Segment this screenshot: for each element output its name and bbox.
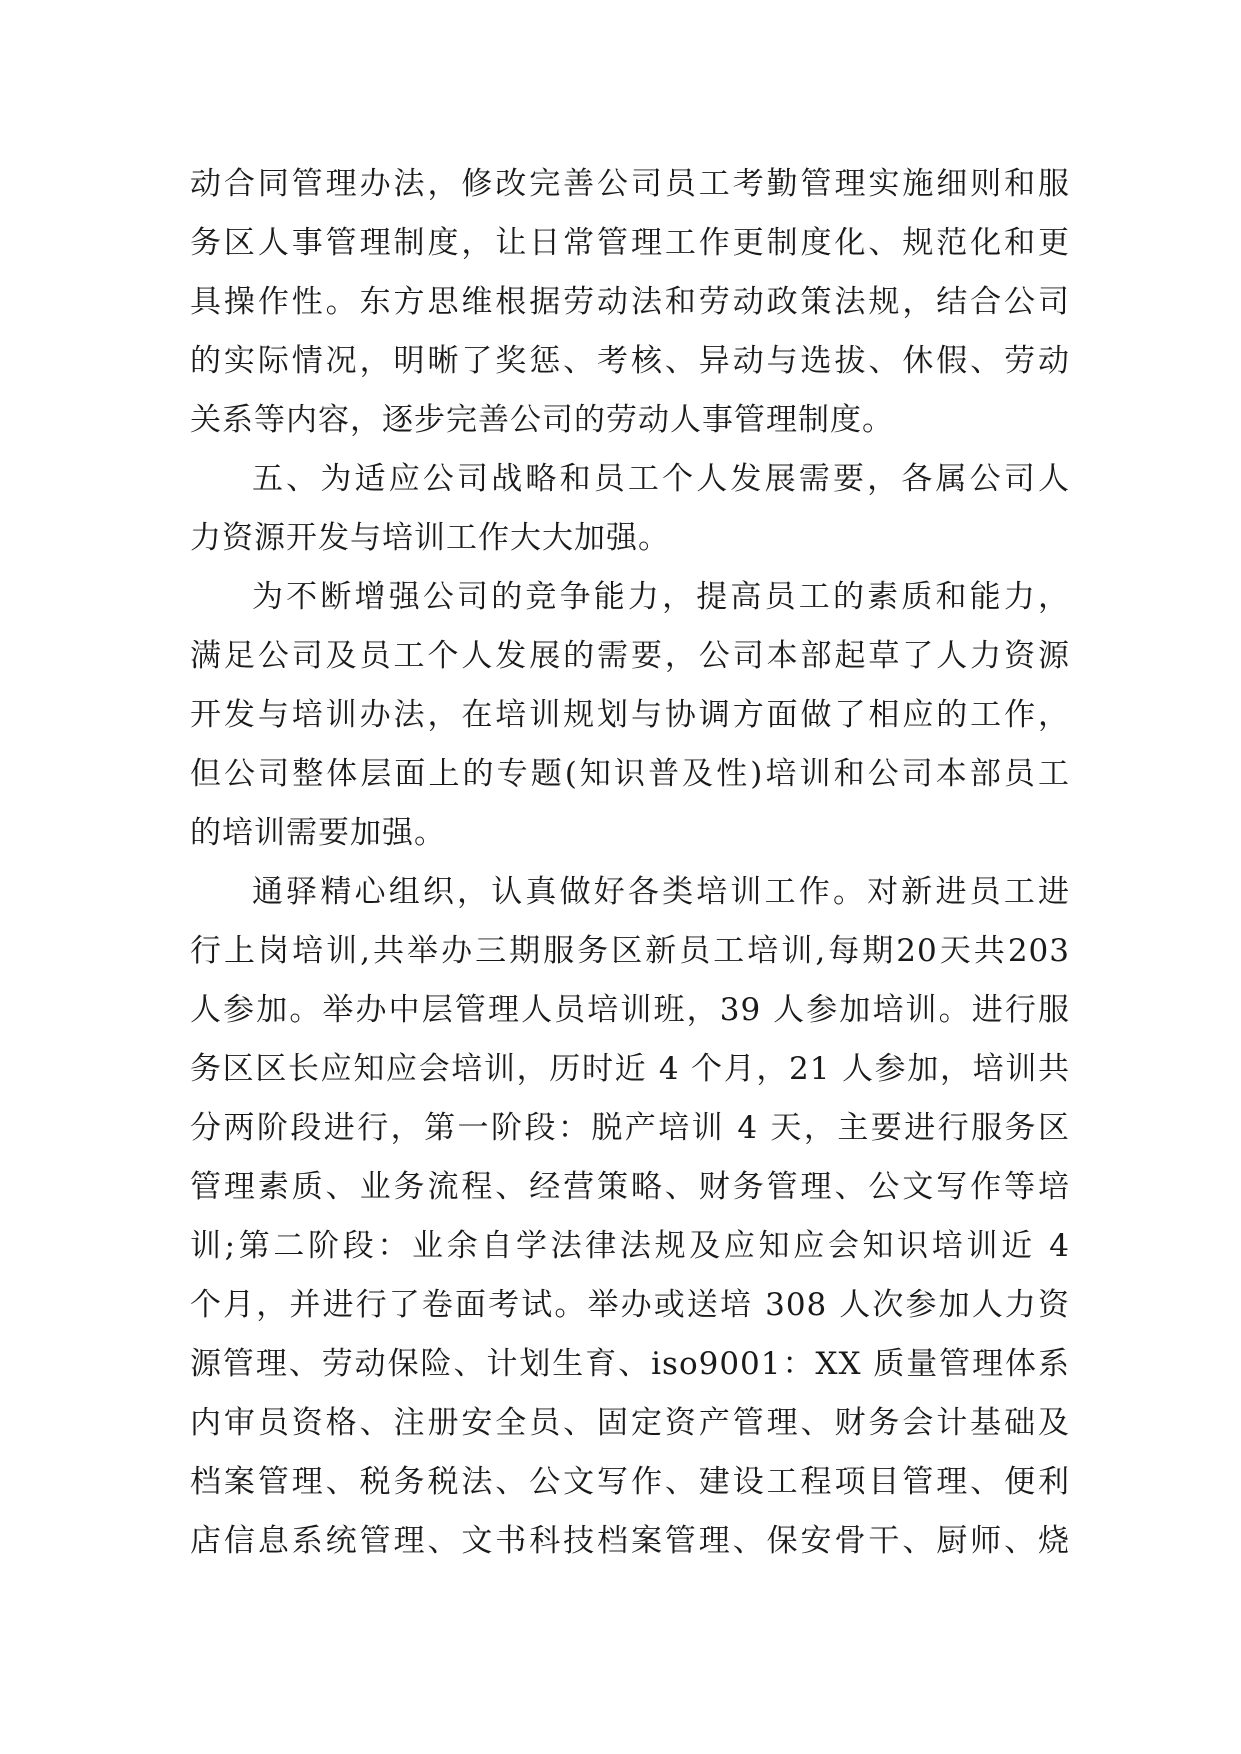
text-line: 动合同管理办法，修改完善公司员工考勤管理实施细则和服 xyxy=(190,166,1070,202)
text-line: 为不断增强公司的竞争能力，提高员工的素质和能力， xyxy=(252,579,1070,615)
text-line: 档案管理、税务税法、公文写作、建设工程项目管理、便利 xyxy=(190,1464,1070,1500)
text-line: 务区区长应知应会培训，历时近 4 个月，21 人参加，培训共 xyxy=(190,1051,1070,1087)
text-line: 通驿精心组织，认真做好各类培训工作。对新进员工进 xyxy=(252,874,1070,910)
text-line: 训;第二阶段：业余自学法律法规及应知应会知识培训近 4 xyxy=(190,1228,1070,1264)
text-line: 关系等内容，逐步完善公司的劳动人事管理制度。 xyxy=(190,402,894,438)
text-line: 个月，并进行了卷面考试。举办或送培 308 人次参加人力资 xyxy=(190,1287,1070,1323)
text-line: 内审员资格、注册安全员、固定资产管理、财务会计基础及 xyxy=(190,1405,1070,1441)
text-line: 的实际情况，明晰了奖惩、考核、异动与选拔、休假、劳动 xyxy=(190,343,1070,379)
text-line: 力资源开发与培训工作大大加强。 xyxy=(190,520,670,556)
text-line: 但公司整体层面上的专题(知识普及性)培训和公司本部员工 xyxy=(190,756,1070,792)
text-line: 管理素质、业务流程、经营策略、财务管理、公文写作等培 xyxy=(190,1169,1070,1205)
text-line: 满足公司及员工个人发展的需要，公司本部起草了人力资源 xyxy=(190,638,1070,674)
text-line: 的培训需要加强。 xyxy=(190,815,446,851)
text-line: 店信息系统管理、文书科技档案管理、保安骨干、厨师、烧 xyxy=(190,1523,1070,1559)
text-line: 分两阶段进行，第一阶段：脱产培训 4 天，主要进行服务区 xyxy=(190,1110,1070,1146)
text-line: 具操作性。东方思维根据劳动法和劳动政策法规，结合公司 xyxy=(190,284,1070,320)
body-text xyxy=(190,155,1070,1571)
text-line: 源管理、劳动保险、计划生育、iso9001：XX 质量管理体系 xyxy=(190,1346,1070,1382)
text-line: 五、为适应公司战略和员工个人发展需要，各属公司人 xyxy=(252,461,1070,497)
text-line: 开发与培训办法，在培训规划与协调方面做了相应的工作， xyxy=(190,697,1070,733)
text-line: 务区人事管理制度，让日常管理工作更制度化、规范化和更 xyxy=(190,225,1070,261)
text-line: 行上岗培训,共举办三期服务区新员工培训,每期20天共203 xyxy=(190,933,1070,969)
text-line: 人参加。举办中层管理人员培训班，39 人参加培训。进行服 xyxy=(190,992,1070,1028)
